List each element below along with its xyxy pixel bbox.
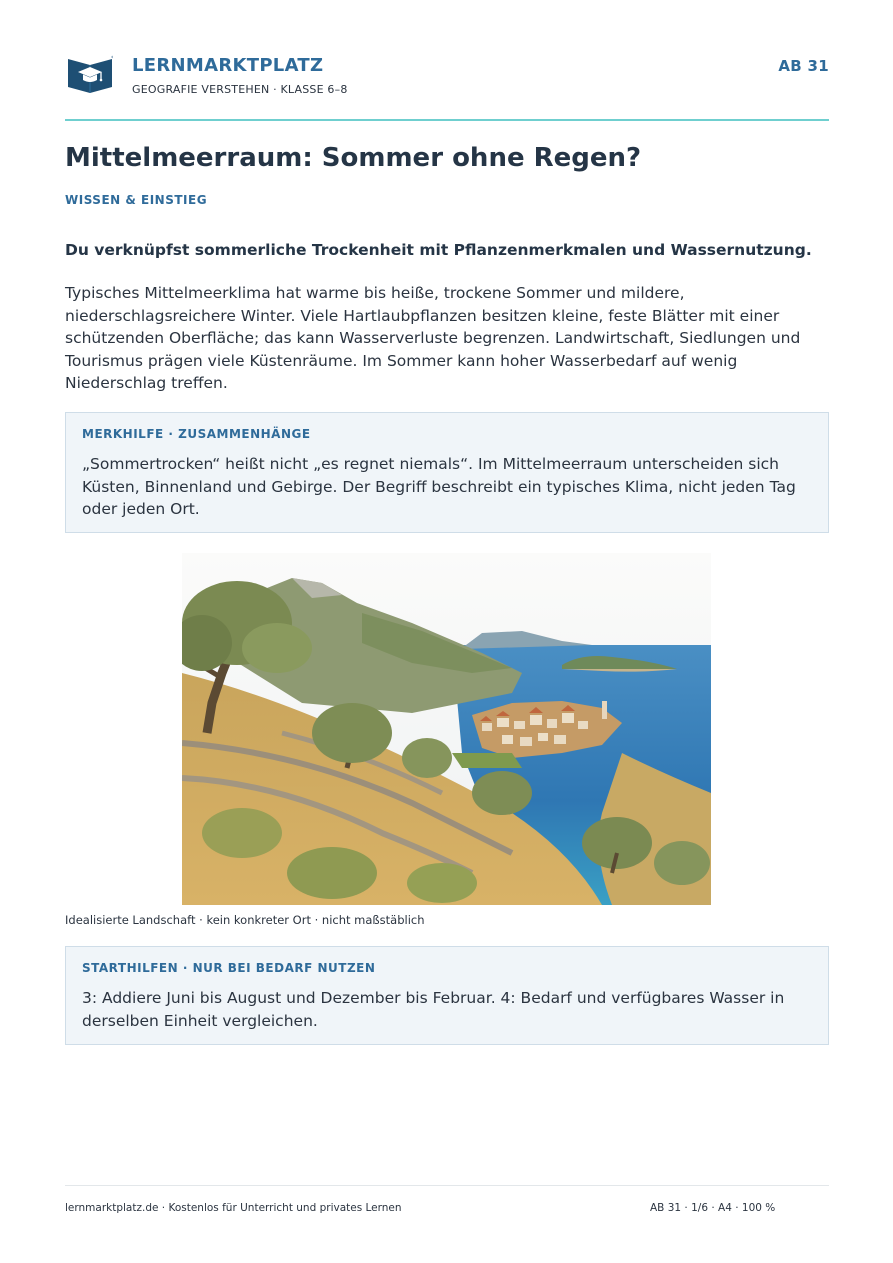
hint-box [65,412,829,533]
hint-box-text: „Sommertrocken“ heißt nicht „es regnet niemals“. Im Mittelmeerraum unterscheiden sich Küsten, Binnenland und Gebirge. Der Begriff beschreibt ein typisches Klima, nicht jeden Tag oder jeden Ort. [82,455,796,518]
footer-left: lernmarktplatz.de · Kostenlos für Unterricht und privates Lernen [65,1202,402,1214]
brand-name: LERNMARKTPLATZ [132,55,324,76]
start-help-text: 3: Addiere Juni bis August und Dezember bis Februar. 4: Bedarf und verfügbares Wasser in derselben Einheit vergleichen. [82,989,785,1030]
intro-paragraph: Typisches Mittelmeerklima hat warme bis heiße, trockene Sommer und mildere, niederschlagsreichere Winter. Viele Hartlaubpflanzen besitzen kleine, feste Blätter mit einer schützenden Oberfläche; das kann Wasserverluste begrenzen. Landwirtschaft, Siedlungen und Tourismus prägen viele Küstenräume. Im Sommer kann hoher Wasserbedarf auf wenig Niederschlag treffen. [65,284,801,392]
section-label: WISSEN & EINSTIEG [65,193,208,207]
footer-right: AB 31 · 1/6 · A4 · 100 % [650,1202,776,1214]
hint-box-label: MERKHILFE · ZUSAMMENHÄNGE [82,427,311,441]
start-help-box [65,946,829,1045]
worksheet-page [65,0,829,1263]
sheet-id: AB 31 [778,57,829,75]
header-divider [65,119,829,121]
start-help-label: STARTHILFEN · NUR BEI BEDARF NUTZEN [82,961,376,975]
brand-subtitle: GEOGRAFIE VERSTEHEN · KLASSE 6–8 [132,83,348,96]
image-caption: Idealisierte Landschaft · kein konkreter Ort · nicht maßstäblich [65,913,425,927]
page-title: Mittelmeerraum: Sommer ohne Regen? [65,143,642,173]
page-header [65,50,829,100]
learning-goal: Du verknüpfst sommerliche Trockenheit mit Pflanzenmerkmalen und Wassernutzung. [65,241,812,259]
mediterranean-landscape-image [182,553,711,905]
graduation-cap-book-icon [67,54,113,94]
footer-divider [65,1185,829,1186]
